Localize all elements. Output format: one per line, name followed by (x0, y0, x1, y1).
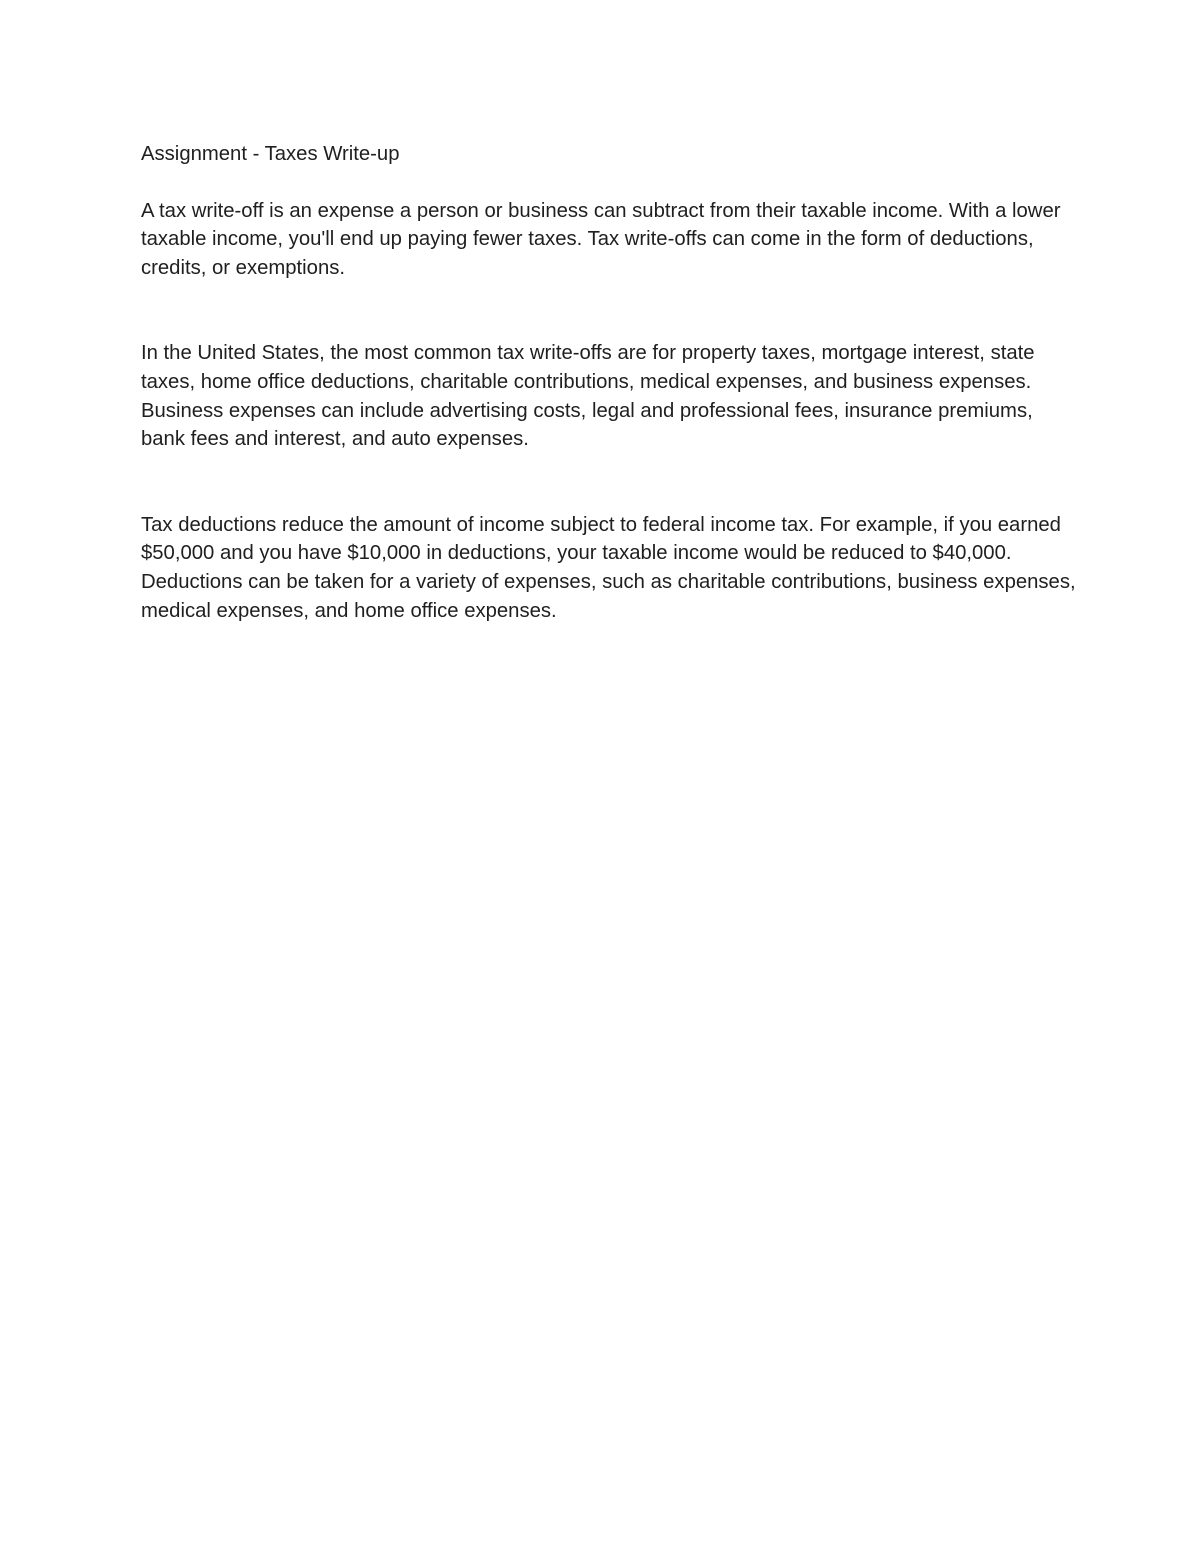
paragraph-common-write-offs: In the United States, the most common tax write-offs are for property taxes, mortgage interest, state taxes, home office deductions, charitable contributions, medical expenses, and business expenses. Business expenses can include advertising costs, legal and professional fees, insurance premiums, bank fees and interest, and auto expenses. (141, 342, 1035, 451)
document-title: Assignment - Taxes Write-up (141, 143, 400, 165)
paragraph-tax-deductions: Tax deductions reduce the amount of income subject to federal income tax. For example, if you earned $50,000 and you have $10,000 in deductions, your taxable income would be reduced to $40,000. Deductions can be taken for a variety of expenses, such as charitable contributions, business expenses, medical expenses, and home office expenses. (141, 513, 1076, 622)
document-body (141, 140, 1076, 625)
paragraph-spacer (141, 282, 1076, 339)
paragraph-tax-write-off: A tax write-off is an expense a person or business can subtract from their taxable income. With a lower taxable income, you'll end up paying fewer taxes. Tax write-offs can come in the form of deductions, credits, or exemptions. (141, 199, 1061, 279)
paragraph-spacer (141, 454, 1076, 511)
